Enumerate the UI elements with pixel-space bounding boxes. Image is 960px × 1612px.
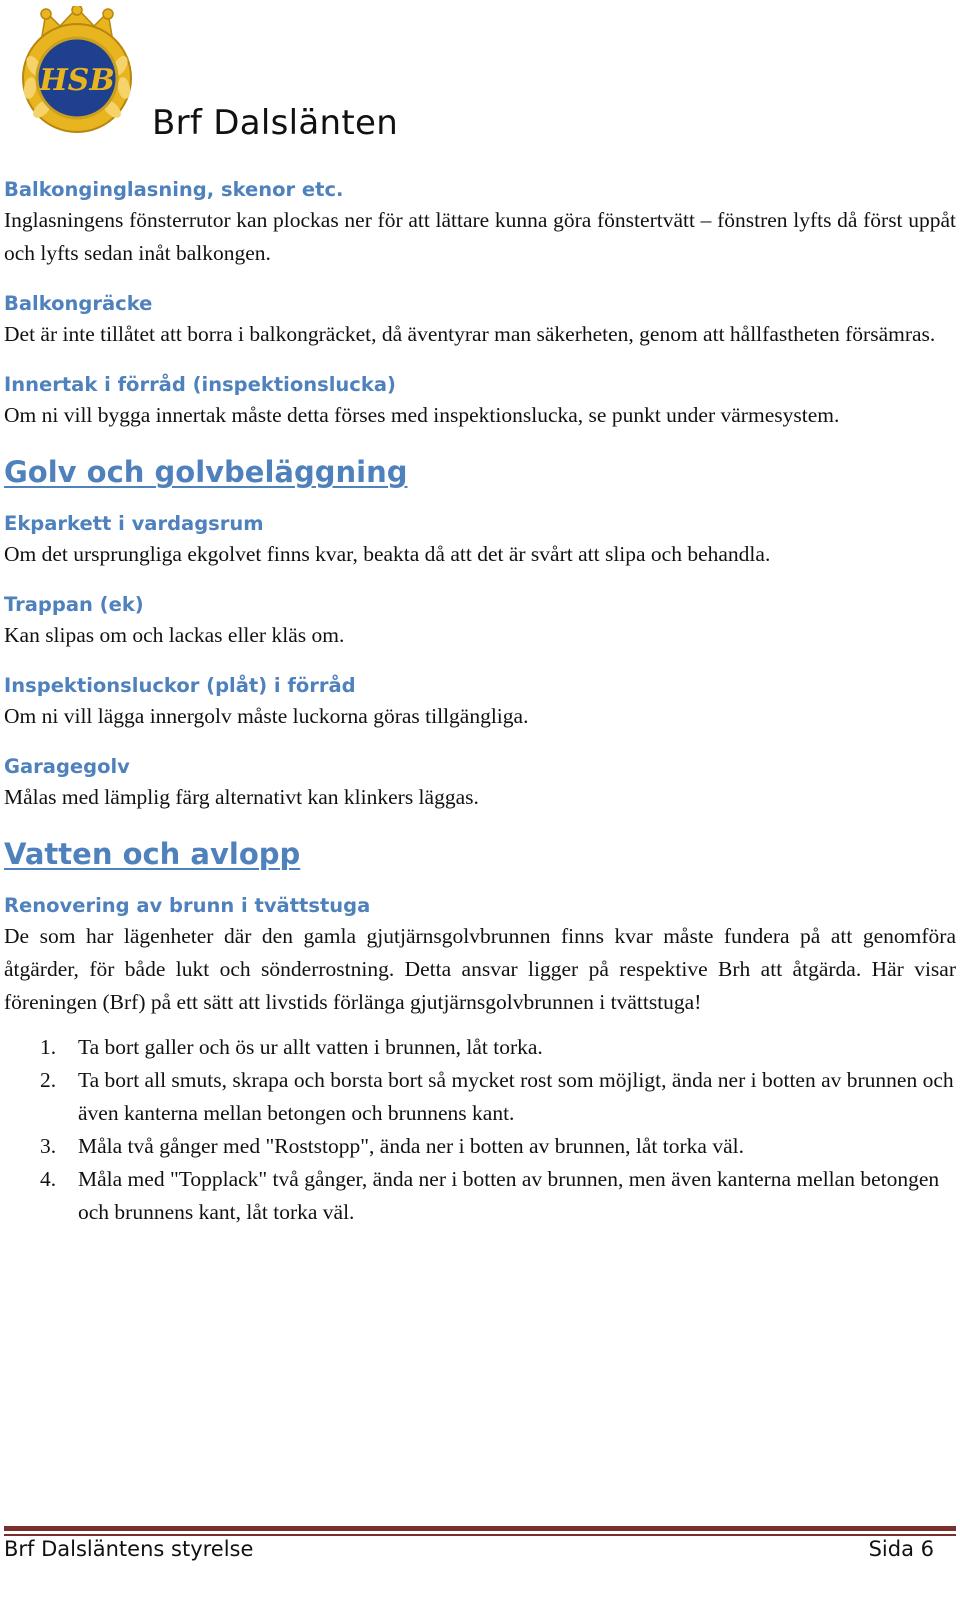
- heading-trappan: Trappan (ek): [4, 593, 144, 616]
- list-item-text: Måla med "Topplack" två gånger, ända ner i botten av brunnen, men även kanterna mellan betongen och brunnens kant, låt torka väl.: [78, 1167, 940, 1224]
- list-item-text: Måla två gånger med "Roststopp", ända ner i botten av brunnen, låt torka väl.: [78, 1134, 744, 1158]
- section-title-golv: Golv och golvbeläggning: [4, 455, 408, 489]
- heading-garagegolv: Garagegolv: [4, 755, 130, 778]
- list-item-number: 1.: [40, 1035, 57, 1059]
- org-name: Brf Dalslänten: [152, 103, 399, 143]
- footer-divider: [4, 1526, 956, 1531]
- document-body: [4, 176, 956, 1229]
- list-item-text: Ta bort galler och ös ur allt vatten i brunnen, låt torka.: [78, 1035, 543, 1059]
- section-title-vatten: Vatten och avlopp: [4, 837, 301, 871]
- paragraph-balkonginglasning: Inglasningens fönsterrutor kan plockas ner för att lättare kunna göra fönstertvätt – fönstren lyfts då först uppåt och lyfts sedan inåt balkongen.: [4, 208, 956, 265]
- list-item-number: 3.: [40, 1134, 57, 1158]
- heading-balkonginglasning: Balkonginglasning, skenor etc.: [4, 178, 344, 201]
- paragraph-innertak: Om ni vill bygga innertak måste detta förses med inspektionslucka, se punkt under värmesystem.: [4, 403, 840, 427]
- list-item: [4, 1031, 956, 1064]
- heading-renovering: Renovering av brunn i tvättstuga: [4, 894, 371, 917]
- footer-org: Brf Dalsläntens styrelse: [4, 1537, 254, 1561]
- paragraph-ekparkett: Om det ursprungliga ekgolvet finns kvar, beakta då att det är svårt att slipa och behandla.: [4, 542, 771, 566]
- list-item: [4, 1064, 956, 1130]
- list-item: [4, 1130, 956, 1163]
- paragraph-balkongracke: Det är inte tillåtet att borra i balkongräcket, då äventyrar man säkerheten, genom att hållfastheten försämras.: [4, 322, 936, 346]
- page-number: Sida 6: [868, 1537, 934, 1561]
- paragraph-garagegolv: Målas med lämplig färg alternativt kan klinkers läggas.: [4, 785, 479, 809]
- heading-ekparkett: Ekparkett i vardagsrum: [4, 512, 264, 535]
- svg-text:HSB: HSB: [39, 63, 115, 98]
- list-item-text: Ta bort all smuts, skrapa och borsta bort så mycket rost som möjligt, ända ner i botten av brunnen och även kanterna mellan betongen och brunnens kant.: [78, 1068, 954, 1125]
- footer-divider-thin: [4, 1534, 956, 1536]
- heading-balkongracke: Balkongräcke: [4, 292, 153, 315]
- heading-innertak: Innertak i förråd (inspektionslucka): [4, 373, 396, 396]
- paragraph-inspektionsluckor: Om ni vill lägga innergolv måste luckorna göras tillgängliga.: [4, 704, 529, 728]
- page-header: [0, 0, 960, 160]
- list-item-number: 4.: [40, 1167, 57, 1191]
- hsb-logo-icon: [12, 6, 142, 136]
- renovation-steps-list: [4, 1031, 956, 1229]
- paragraph-renovering: De som har lägenheter där den gamla gjutjärnsgolvbrunnen finns kvar måste fundera på att genomföra åtgärder, för både lukt och sönderrostning. Detta ansvar ligger på respektive Brh att åtgärda. Här visar föreningen (Brf) på ett sätt att livstids förlänga gjutjärnsgolvbrunnen i tvättstuga!: [4, 924, 956, 1014]
- paragraph-trappan: Kan slipas om och lackas eller kläs om.: [4, 623, 345, 647]
- heading-inspektionsluckor: Inspektionsluckor (plåt) i förråd: [4, 674, 356, 697]
- list-item-number: 2.: [40, 1068, 57, 1092]
- list-item: [4, 1163, 956, 1229]
